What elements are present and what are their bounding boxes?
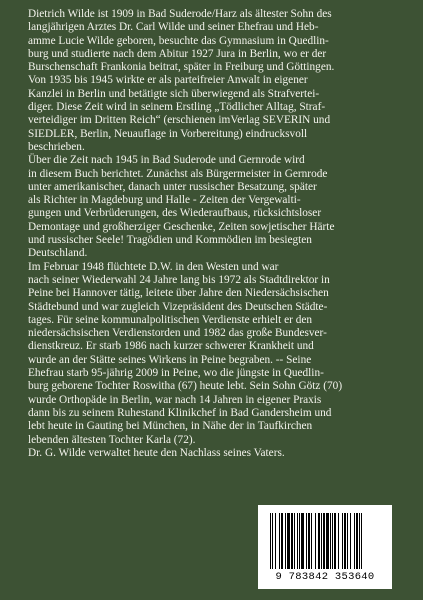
barcode-bar xyxy=(326,513,329,569)
text-line: diger. Diese Zeit wird in seinem Erstling „Tödlicher Alltag, Straf- xyxy=(28,101,326,114)
text-line: gungen und Verbrüderungen, des Wiederaufbaus, rücksichtsloser xyxy=(28,207,322,220)
barcode-bar xyxy=(330,513,331,569)
barcode-bar xyxy=(318,513,320,569)
barcode-bar xyxy=(270,513,271,569)
barcode-bar xyxy=(332,513,333,569)
text-line: lebt heute in Gauting bei München, in Nähe der in Taufkirchen xyxy=(28,420,313,433)
barcode-bar xyxy=(297,513,298,569)
text-line: dienstkreuz. Er starb 1986 nach kurzer schwerer Krankheit und xyxy=(28,340,314,353)
barcode-bar xyxy=(308,513,310,569)
paragraph xyxy=(28,154,400,260)
text-line: dann bis zu seinem Ruhestand Klinikchef in Bad Gandersheim und xyxy=(28,406,332,419)
text-line: Dr. G. Wilde verwaltet heute den Nachlass seines Vaters. xyxy=(28,446,285,459)
text-line: Demontage und großherziger Geschenke, Zeiten sowjetischer Härte xyxy=(28,220,335,233)
text-line: in diesem Buch berichtet. Zunächst als Bürgermeister in Gernrode xyxy=(28,167,328,180)
barcode-bar xyxy=(287,513,290,569)
text-line: burg und studierte nach dem Abitur 1927 Jura in Berlin, wo er der xyxy=(28,47,327,60)
barcode-bar xyxy=(281,513,283,569)
isbn-number: 9 783842 353640 xyxy=(275,571,375,583)
text-line: Kanzlei in Berlin und betätigte sich überwiegend als Strafvertei- xyxy=(28,87,320,100)
text-line: wurde Orthopäde in Berlin, war nach 14 Jahren in eigener Praxis xyxy=(28,393,322,406)
text-line: SIEDLER, Berlin, Neuauflage in Vorbereitung) eindrucksvoll xyxy=(28,127,308,140)
paragraph xyxy=(28,447,400,460)
barcode-bar xyxy=(321,513,322,569)
text-line: Deutschland. xyxy=(28,247,88,260)
text-line: als Richter in Magdeburg und Halle - Zeiten der Vergewalti- xyxy=(28,194,301,207)
barcode-bar xyxy=(356,513,358,569)
text-line: unter amerikanischer, danach unter russischer Besatzung, später xyxy=(28,180,317,193)
text-line: amme Lucie Wilde geboren, besuchte das Gymnasium in Quedlin- xyxy=(28,34,329,47)
barcode-bar xyxy=(315,513,316,569)
barcode-bar xyxy=(342,513,343,569)
barcode-bar xyxy=(301,513,304,569)
text-line: Städtebund und war zugleich Vizepräsident des Deutschen Städte- xyxy=(28,300,328,313)
text-line: Peine bei Hannover tätig, leitete über Jahre den Niedersächsischen xyxy=(28,287,329,300)
text-line: verteidiger im Dritten Reich“ (erschienen imVerlag SEVERIN und xyxy=(28,114,331,127)
text-line: langjährigen Arztes Dr. Carl Wilde und seiner Ehefrau und Heb- xyxy=(28,21,319,34)
barcode-bar xyxy=(347,513,348,569)
text-line: Burschenschaft Frankonia beitrat, später in Freiburg und Göttingen. xyxy=(28,61,335,74)
text-line: Über die Zeit nach 1945 in Bad Suderode und Gernrode wird xyxy=(28,154,305,167)
blurb-text xyxy=(28,8,400,460)
barcode-bar xyxy=(344,513,346,569)
paragraph xyxy=(28,261,400,447)
barcode-bar xyxy=(299,513,300,569)
isbn-barcode xyxy=(258,505,392,589)
barcode-bar xyxy=(279,513,280,569)
text-line: Ehefrau starb 95-jährig 2009 in Peine, wo die jüngste in Quedlin- xyxy=(28,367,324,380)
barcode-bar xyxy=(323,513,325,569)
barcode-bar xyxy=(306,513,307,569)
barcode-bar xyxy=(338,513,339,569)
barcode-bar xyxy=(272,513,273,569)
barcode-bar xyxy=(359,513,360,569)
barcode-bar xyxy=(361,513,362,569)
barcode-bar xyxy=(275,513,276,569)
barcode-bars xyxy=(268,513,382,571)
barcode-bar xyxy=(291,513,293,569)
barcode-bar xyxy=(354,513,355,569)
barcode-bar xyxy=(311,513,312,569)
barcode-bar xyxy=(350,513,351,569)
text-line: Von 1935 bis 1945 wirkte er als parteifreier Anwalt in eigener xyxy=(28,74,308,87)
text-line: tages. Für seine kommunalpolitischen Verdienste erhielt er den xyxy=(28,313,313,326)
text-line: wurde an der Stätte seines Wirkens in Peine begraben. -- Seine xyxy=(28,353,312,366)
text-line: nach seiner Wiederwahl 24 Jahre lang bis 1972 als Stadtdirektor in xyxy=(28,273,330,286)
text-line: niedersächsischen Verdienstorden und 1982 das große Bundesver- xyxy=(28,327,327,340)
text-line: Im Februar 1948 flüchtete D.W. in den Westen und war xyxy=(28,260,279,273)
text-line: Dietrich Wilde ist 1909 in Bad Suderode/Harz als ältester Sohn des xyxy=(28,8,332,20)
barcode-bar xyxy=(285,513,286,569)
text-line: burg geborene Tochter Roswitha (67) heute lebt. Sein Sohn Götz (70) xyxy=(28,380,343,393)
text-line: und russischer Seele! Tragödien und Kommödien im besiegten xyxy=(28,234,312,247)
text-line: lebenden ältesten Tochter Karla (72). xyxy=(28,433,196,446)
text-line: beschrieben. xyxy=(28,140,85,153)
barcode-bar xyxy=(294,513,295,569)
barcode-bar xyxy=(334,513,336,569)
paragraph xyxy=(28,8,400,154)
